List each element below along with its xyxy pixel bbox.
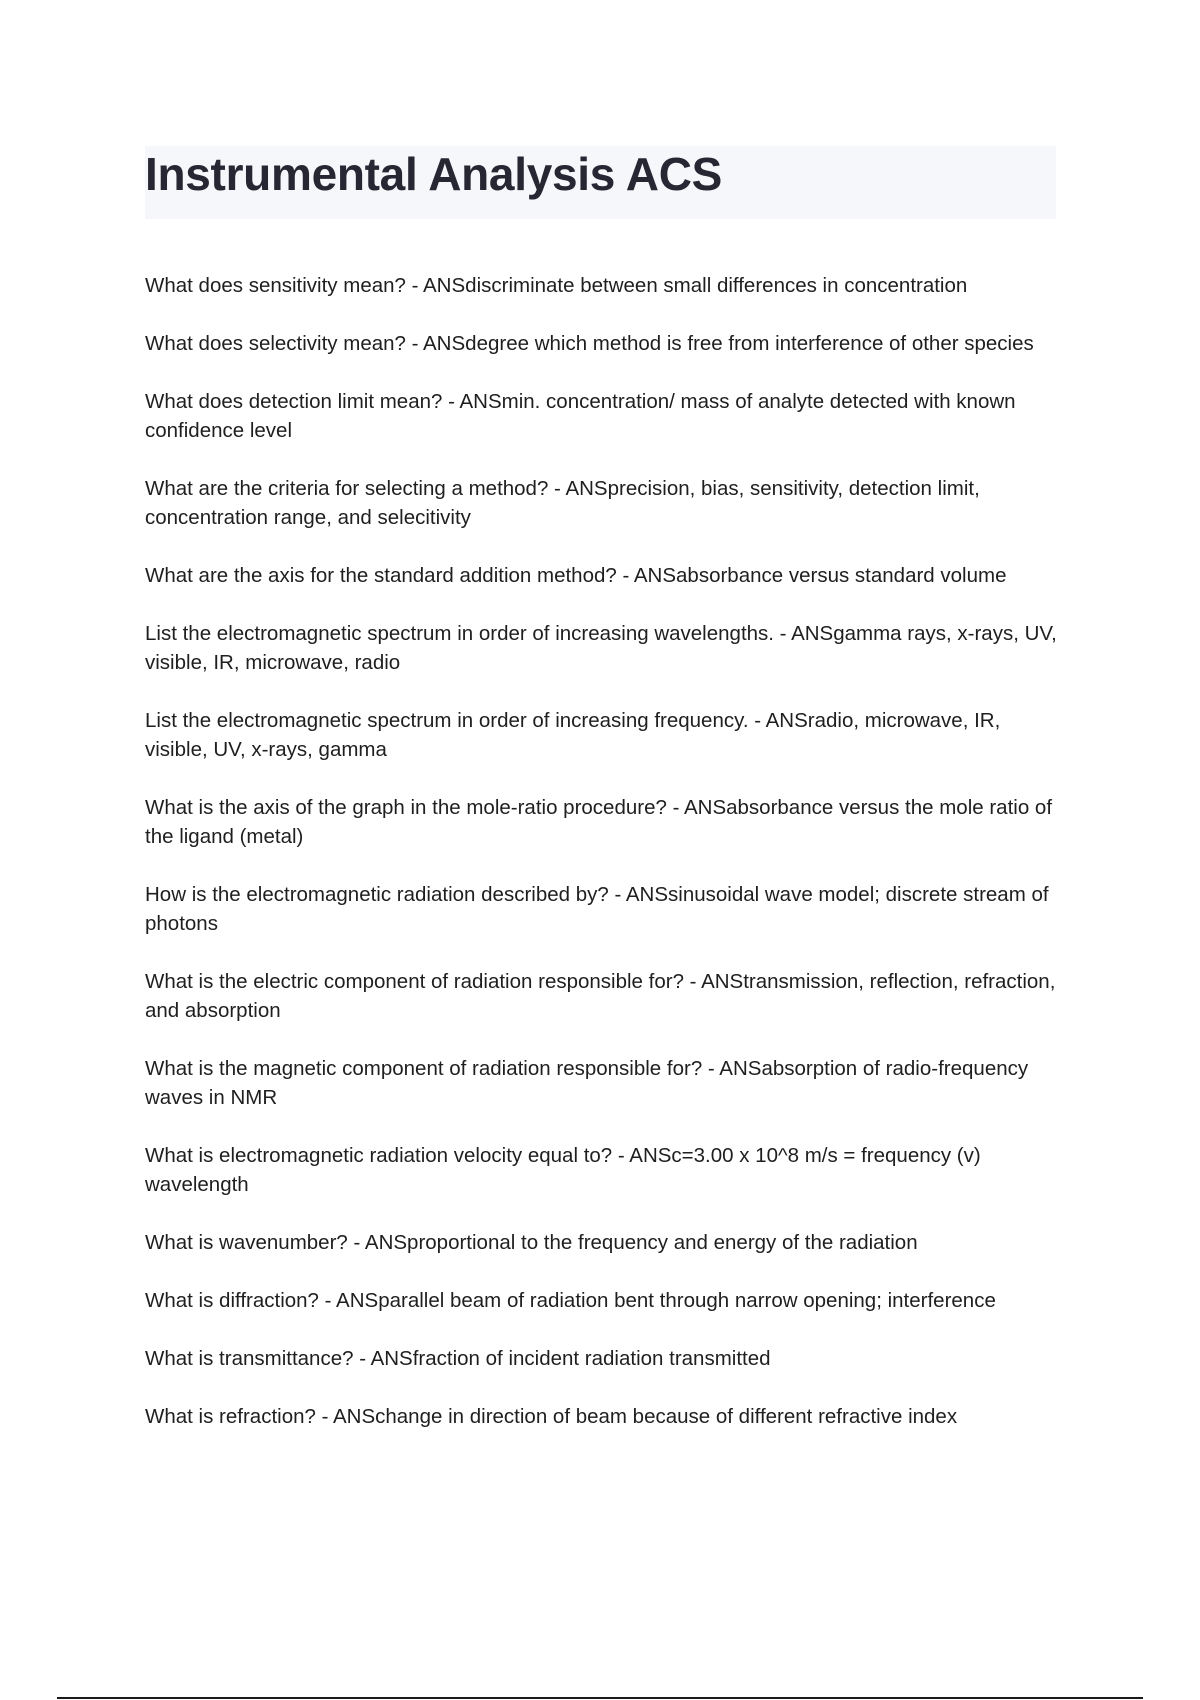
- qa-item: What are the criteria for selecting a method? - ANSprecision, bias, sensitivity, detection limit, concentration range, and selecitivity: [145, 477, 980, 529]
- qa-item: List the electromagnetic spectrum in order of increasing wavelengths. - ANSgamma rays, x-rays, UV, visible, IR, microwave, radio: [145, 622, 1057, 674]
- document-title: Instrumental Analysis ACS: [145, 148, 723, 200]
- qa-item: What is the axis of the graph in the mole-ratio procedure? - ANSabsorbance versus the mole ratio of the ligand (metal): [145, 796, 1053, 848]
- qa-item: What are the axis for the standard addition method? - ANSabsorbance versus standard volume: [145, 564, 1007, 587]
- qa-item: What is diffraction? - ANSparallel beam of radiation bent through narrow opening; interference: [145, 1289, 996, 1312]
- qa-item: What does sensitivity mean? - ANSdiscriminate between small differences in concentration: [145, 274, 968, 297]
- footer-rule: [57, 1697, 1143, 1699]
- qa-list: [145, 271, 1065, 1460]
- qa-item: What is transmittance? - ANSfraction of incident radiation transmitted: [145, 1347, 771, 1370]
- qa-item: What is the magnetic component of radiation responsible for? - ANSabsorption of radio-frequency waves in NMR: [145, 1057, 1029, 1109]
- qa-item: What is wavenumber? - ANSproportional to the frequency and energy of the radiation: [145, 1231, 918, 1254]
- qa-item: List the electromagnetic spectrum in order of increasing frequency. - ANSradio, microwave, IR, visible, UV, x-rays, gamma: [145, 709, 1001, 761]
- qa-item: What does detection limit mean? - ANSmin. concentration/ mass of analyte detected with known confidence level: [145, 390, 1016, 442]
- qa-item: What does selectivity mean? - ANSdegree which method is free from interference of other species: [145, 332, 1034, 355]
- qa-item: How is the electromagnetic radiation described by? - ANSsinusoidal wave model; discrete stream of photons: [145, 883, 1049, 935]
- qa-item: What is refraction? - ANSchange in direction of beam because of different refractive index: [145, 1405, 958, 1428]
- qa-item: What is the electric component of radiation responsible for? - ANStransmission, reflection, refraction, and absorption: [145, 970, 1056, 1022]
- qa-item: What is electromagnetic radiation velocity equal to? - ANSc=3.00 x 10^8 m/s = frequency (v) wavelength: [145, 1144, 981, 1196]
